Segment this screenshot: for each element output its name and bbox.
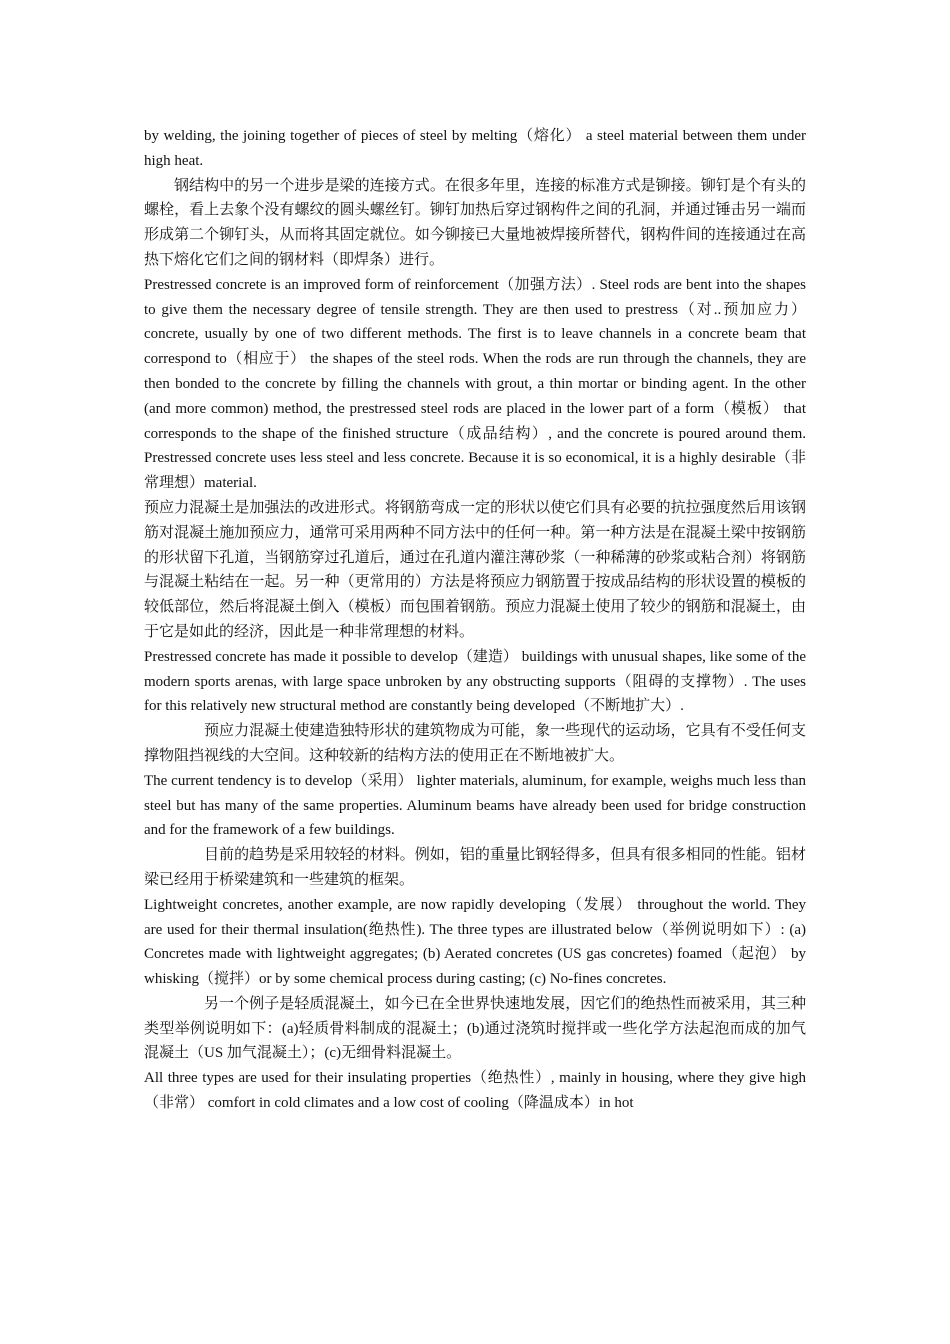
paragraph-insulating-en: All three types are used for their insulating properties（绝热性）, mainly in housing, where they give high（非常） comfort in cold climates and a low cost of cooling（降温成本）in hot [144,1070,806,1112]
paragraph-connection-zh: 钢结构中的另一个进步是梁的连接方式。在很多年里，连接的标准方式是铆接。铆钉是个有头的螺栓，看上去象个没有螺纹的圆头螺丝钉。铆钉加热后穿过钢构件之间的孔洞，并通过锤击另一端而形成第二个铆钉头，从而将其固定就位。如今铆接已大量地被焊接所替代，钢构件间的连接通过在高热下熔化它们之间的钢材料（即焊条）进行。 [144,177,806,268]
paragraph-prestressed-en: Prestressed concrete is an improved form of reinforcement（加强方法）. Steel rods are bent into the shapes to give them the necessary degree of tensile strength. They are then used to prestress（对..预加应力）concrete, usually by one of two different methods. The first is to leave channels in a concrete beam that correspond to（相应于） the shapes of the steel rods. When the rods are run through the channels, they are then bonded to the concrete by filling the channels with grout, a thin mortar or binding agent. In the other (and more common) method, the prestressed steel rods are placed in the lower part of a form（模板） that corresponds to the shape of the finished structure（成品结构）, and the concrete is poured around them. Prestressed concrete uses less steel and less concrete. Because it is so economical, it is a highly desirable（非常理想）material. [144,276,806,492]
paragraph-unusual-shapes-zh: 预应力混凝土使建造独特形状的建筑物成为可能，象一些现代的运动场，它具有不受任何支撑物阻挡视线的大空间。这种较新的结构方法的使用正在不断地被扩大。 [144,723,806,764]
paragraph-aluminum-en: The current tendency is to develop（采用） lighter materials, aluminum, for example, weighs much less than steel but has many of the same properties. Aluminum beams have already been used for bridge construction and for the framework of a few buildings. [144,772,806,839]
paragraph-welding-en: by welding, the joining together of pieces of steel by melting（熔化） a steel material between them under high heat. [144,128,806,169]
document-page [144,124,806,1116]
paragraph-prestressed-zh: 预应力混凝土是加强法的改进形式。将钢筋弯成一定的形状以使它们具有必要的抗拉强度然后用该钢筋对混凝土施加预应力，通常可采用两种不同方法中的任何一种。第一种方法是在混凝土梁中按钢筋的形状留下孔道，当钢筋穿过孔道后，通过在孔道内灌注薄砂浆（一种稀薄的砂浆或粘合剂）将钢筋与混凝土粘结在一起。另一种（更常用的）方法是将预应力钢筋置于按成品结构的形状设置的模板的较低部位，然后将混凝土倒入（模板）而包围着钢筋。预应力混凝土使用了较少的钢筋和混凝土，由于它是如此的经济，因此是一种非常理想的材料。 [144,499,806,640]
paragraph-aluminum-zh: 目前的趋势是采用较轻的材料。例如，铝的重量比钢轻得多，但具有很多相同的性能。铝材梁已经用于桥梁建筑和一些建筑的框架。 [144,847,806,888]
paragraph-lightweight-zh: 另一个例子是轻质混凝土，如今已在全世界快速地发展，因它们的绝热性而被采用，其三种类型举例说明如下：(a)轻质骨料制成的混凝土；(b)通过浇筑时搅拌或一些化学方法起泡而成的加气混凝土（US 加气混凝土）；(c)无细骨料混凝土。 [144,995,806,1062]
paragraph-unusual-shapes-en: Prestressed concrete has made it possible to develop（建造） buildings with unusual shapes, like some of the modern sports arenas, with large space unbroken by any obstructing supports（阻碍的支撑物）. The uses for this relatively new structural method are constantly being developed（不断地扩大）. [144,648,806,715]
paragraph-lightweight-en: Lightweight concretes, another example, are now rapidly developing（发展） throughout the world. They are used for their thermal insulation(绝热性). The three types are illustrated below（举例说明如下）: (a) Concretes made with lightweight aggregates; (b) Aerated concretes (US gas concretes) foamed（起泡） by whisking（搅拌）or by some chemical process during casting; (c) No-fines concretes. [144,896,806,988]
